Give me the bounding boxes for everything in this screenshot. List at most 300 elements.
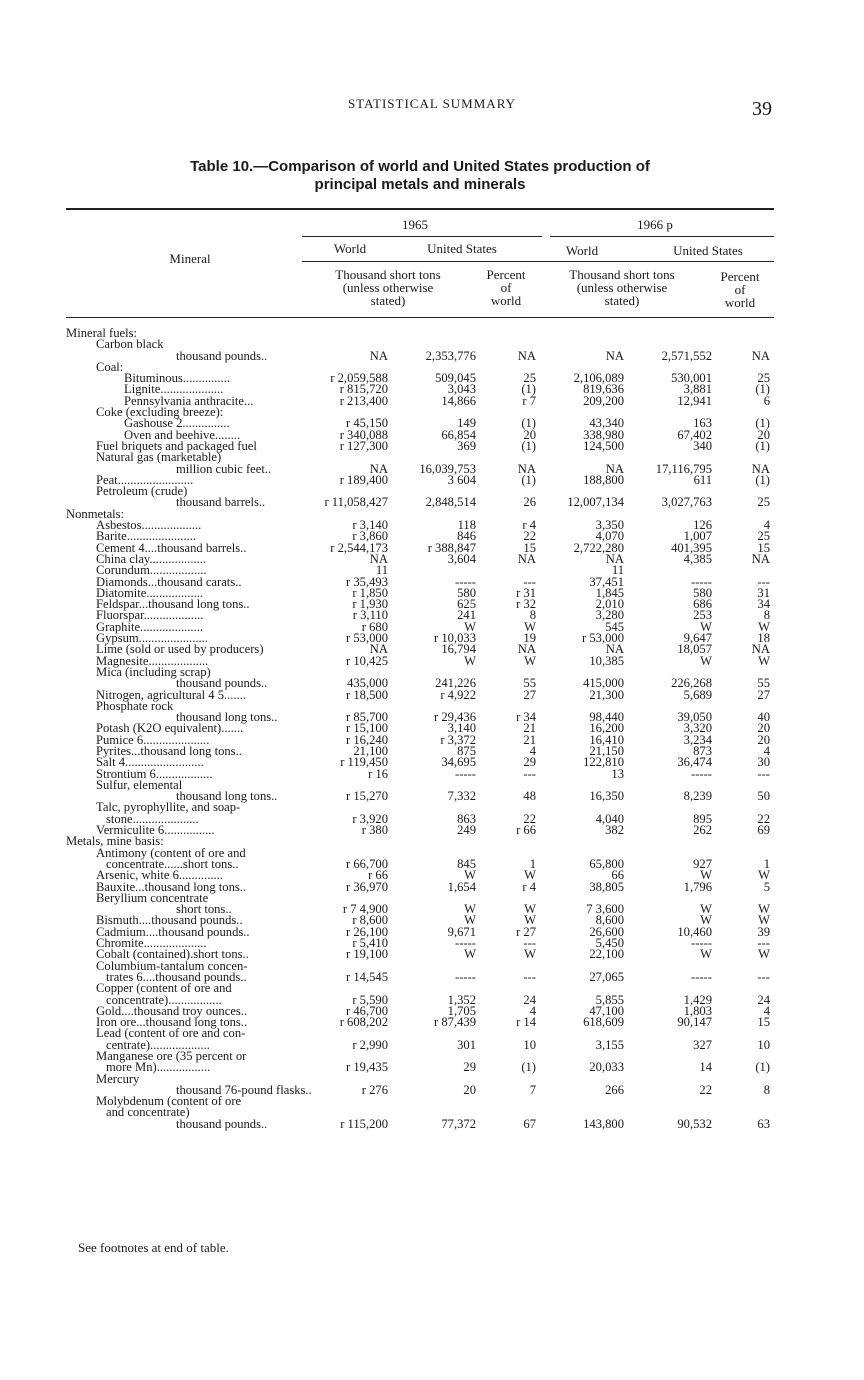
row-value: r 4 — [522, 879, 536, 894]
row-value: r 127,300 — [339, 438, 388, 453]
row-value: 20 — [463, 1082, 476, 1097]
row-value: --- — [523, 969, 536, 984]
row-value: NA — [605, 642, 624, 657]
row-value: 209,200 — [583, 393, 624, 408]
row-value: (1) — [755, 382, 770, 397]
row-value: r 5,590 — [352, 992, 388, 1007]
row-label: Cement 4....thousand barrels.. — [96, 540, 247, 555]
row-value: 401,395 — [671, 540, 712, 555]
row-label: Molybdenum (content of ore — [96, 1094, 242, 1109]
row-label: more Mn)................. — [106, 1060, 211, 1075]
row-value: 3,234 — [683, 732, 712, 747]
row-value: r 66 — [368, 868, 388, 883]
row-value: 4,040 — [595, 811, 624, 826]
row-value: 69 — [757, 823, 770, 838]
row-label: thousand barrels.. — [176, 495, 266, 510]
row-value: 25 — [757, 495, 770, 510]
row-value: --- — [757, 574, 770, 589]
table-title-line-1: Table 10.—Comparison of world and United States production of — [190, 158, 650, 175]
row-value: (1) — [755, 472, 770, 487]
row-value: 30 — [757, 755, 770, 770]
header-us-1965: United States — [427, 241, 497, 256]
row-value: W — [524, 913, 536, 928]
row-value: W — [464, 619, 476, 634]
row-value: W — [758, 913, 770, 928]
row-value: 9,671 — [447, 924, 476, 939]
row-value: 22 — [757, 811, 770, 826]
row-label: Mercury — [96, 1071, 140, 1086]
row-label: Antimony (content of ore and — [96, 845, 246, 860]
row-value: 249 — [457, 823, 476, 838]
row-value: 8,600 — [595, 913, 624, 928]
row-value: 65,800 — [589, 856, 624, 871]
row-label: Pyrites...thousand long tons.. — [96, 743, 242, 758]
row-value: 266 — [605, 1082, 624, 1097]
header-rule-sub — [302, 261, 774, 262]
row-value: 1,654 — [447, 879, 476, 894]
row-value: (1) — [521, 472, 536, 487]
row-value: NA — [517, 551, 536, 566]
row-value: 4,070 — [595, 529, 624, 544]
row-value: r 4 — [522, 518, 536, 533]
row-label: trates 6....thousand pounds.. — [106, 969, 247, 984]
row-label: Gashouse 2............... — [124, 416, 230, 431]
row-value: r 31 — [516, 585, 536, 600]
row-value: 8,239 — [683, 789, 712, 804]
row-value: W — [700, 868, 712, 883]
row-value: 1 — [763, 856, 770, 871]
row-value: 338,980 — [583, 427, 624, 442]
row-value: 3,155 — [595, 1037, 624, 1052]
row-value: W — [758, 619, 770, 634]
row-value: 3 604 — [447, 472, 476, 487]
header-percent-line-2: of — [734, 282, 746, 297]
header-units-1965 — [312, 268, 464, 307]
row-value: 1,429 — [683, 992, 712, 1007]
row-value: ----- — [691, 936, 712, 951]
row-value: r 7 — [522, 393, 536, 408]
header-year-1966: 1966 p — [637, 217, 673, 232]
table-row — [0, 348, 864, 363]
row-value: r 53,000 — [346, 631, 388, 646]
row-value: 20 — [757, 721, 770, 736]
row-label: Oven and beehive........ — [124, 427, 241, 442]
row-value: r 3,140 — [352, 518, 388, 533]
row-value: 415,000 — [583, 676, 624, 691]
row-label: Natural gas (marketable) — [96, 450, 222, 465]
row-label: Lead (content of ore and con- — [96, 1026, 246, 1041]
row-value: r 29,436 — [434, 710, 476, 725]
row-value: 845 — [457, 856, 476, 871]
row-value: 29 — [463, 1060, 476, 1075]
row-value: r 35,493 — [346, 574, 388, 589]
row-value: 67,402 — [677, 427, 712, 442]
row-label: Fuel briquets and packaged fuel — [96, 438, 257, 453]
row-value: NA — [751, 461, 770, 476]
row-value: r 14 — [516, 1015, 536, 1030]
row-label: Potash (K2O equivalent)....... — [96, 721, 244, 736]
row-value: 226,268 — [671, 676, 712, 691]
row-value: 77,372 — [441, 1116, 476, 1131]
row-value: r 34 — [516, 710, 536, 725]
row-value: W — [758, 947, 770, 962]
row-value: r 15,270 — [346, 789, 388, 804]
row-value: r 27 — [516, 924, 536, 939]
row-value: W — [464, 868, 476, 883]
row-value: 4 — [529, 743, 536, 758]
header-world-1966: World — [565, 243, 599, 258]
row-value: 545 — [605, 619, 624, 634]
row-label: Salt 4......................... — [96, 755, 204, 770]
row-value: W — [700, 653, 712, 668]
row-value: r 16,240 — [346, 732, 388, 747]
row-label: Nitrogen, agricultural 4 5....... — [96, 687, 247, 702]
header-rule-year-1966 — [550, 236, 774, 237]
table-row — [0, 1107, 864, 1118]
row-value: 25 — [757, 529, 770, 544]
row-label: Pumice 6..................... — [96, 732, 210, 747]
row-label: Feldspar...thousand long tons.. — [96, 597, 250, 612]
row-value: 16,794 — [441, 642, 476, 657]
row-value: NA — [751, 348, 770, 363]
row-value: 530,001 — [671, 371, 712, 386]
row-label: Diamonds...thousand carats.. — [96, 574, 242, 589]
row-value: 39 — [757, 924, 770, 939]
row-value: 50 — [757, 789, 770, 804]
row-value: W — [700, 619, 712, 634]
row-value: 90,532 — [677, 1116, 712, 1131]
row-value: 1,845 — [595, 585, 624, 600]
row-label: Chromite.................... — [96, 936, 207, 951]
row-value: W — [700, 947, 712, 962]
footnote-reference: See footnotes at end of table. — [78, 1240, 229, 1255]
row-value: 3,043 — [447, 382, 476, 397]
row-value: 9,647 — [683, 631, 712, 646]
row-value: 22,100 — [589, 947, 624, 962]
row-value: 241,226 — [435, 676, 476, 691]
header-percent-1966 — [708, 270, 772, 309]
row-value: W — [700, 902, 712, 917]
header-mineral: Mineral — [169, 251, 211, 266]
row-value: r 815,720 — [339, 382, 388, 397]
row-value: 262 — [693, 823, 712, 838]
row-value: 47,100 — [589, 1003, 624, 1018]
row-value: W — [524, 868, 536, 883]
row-value: 3,280 — [595, 608, 624, 623]
row-value: 1,352 — [447, 992, 476, 1007]
row-label: thousand pounds.. — [176, 348, 268, 363]
row-value: r 3,372 — [440, 732, 476, 747]
row-value: W — [464, 653, 476, 668]
row-label: centrate)................... — [106, 1037, 210, 1052]
row-value: 10 — [523, 1037, 536, 1052]
row-value: 126 — [693, 518, 712, 533]
row-value: --- — [757, 766, 770, 781]
row-value: 4 — [763, 518, 770, 533]
row-value: ----- — [455, 969, 476, 984]
row-value: r 5,410 — [352, 936, 388, 951]
row-value: 55 — [523, 676, 536, 691]
row-value: W — [758, 653, 770, 668]
row-label: concentrate......short tons.. — [106, 856, 239, 871]
row-label: thousand long tons.. — [176, 710, 278, 725]
row-value: 873 — [693, 743, 712, 758]
row-value: r 2,059,588 — [330, 371, 388, 386]
row-value: r 87,439 — [434, 1015, 476, 1030]
row-value: 4,385 — [683, 551, 712, 566]
row-value: W — [524, 619, 536, 634]
row-value: 509,045 — [435, 371, 476, 386]
row-label: million cubic feet.. — [176, 461, 272, 476]
row-value: 4 — [529, 1003, 536, 1018]
row-value: (1) — [521, 1060, 536, 1075]
header-units-line-2: (unless otherwise — [576, 280, 668, 295]
row-value: 25 — [523, 371, 536, 386]
row-label: Graphite.................... — [96, 619, 204, 634]
row-value: 2,106,089 — [573, 371, 624, 386]
table-title-line-2: principal metals and minerals — [314, 176, 526, 193]
row-value: 21,100 — [353, 743, 388, 758]
row-value: 39,050 — [677, 710, 712, 725]
row-label: Diatomite.................. — [96, 585, 204, 600]
row-value: 15 — [757, 540, 770, 555]
row-value: r 276 — [361, 1082, 388, 1097]
header-bottom-rule — [66, 317, 774, 318]
row-value: NA — [517, 642, 536, 657]
row-label: Coal: — [96, 359, 124, 374]
row-value: r 66,700 — [346, 856, 388, 871]
row-label: and concentrate) — [106, 1105, 190, 1120]
row-value: 369 — [457, 438, 476, 453]
row-label: Iron ore...thousand long tons.. — [96, 1015, 248, 1030]
row-value: W — [758, 868, 770, 883]
row-value: W — [700, 913, 712, 928]
row-value: r 2,990 — [352, 1037, 388, 1052]
row-value: r 46,700 — [346, 1003, 388, 1018]
header-units-line-2: (unless otherwise — [342, 280, 434, 295]
row-value: 863 — [457, 811, 476, 826]
row-label: Strontium 6.................. — [96, 766, 213, 781]
row-value: W — [464, 902, 476, 917]
row-value: ----- — [455, 766, 476, 781]
row-value: 67 — [523, 1116, 536, 1131]
row-value: 43,340 — [589, 416, 624, 431]
row-value: 2,010 — [595, 597, 624, 612]
row-value: 122,810 — [583, 755, 624, 770]
row-value: 24 — [757, 992, 770, 1007]
row-value: r 36,970 — [346, 879, 388, 894]
row-label: Carbon black — [96, 337, 164, 352]
row-label: Columbium-tantalum concen- — [96, 958, 248, 973]
row-value: (1) — [521, 382, 536, 397]
row-value: ----- — [455, 936, 476, 951]
row-value: 36,474 — [677, 755, 712, 770]
row-value: 19 — [523, 631, 536, 646]
table-row — [0, 1071, 864, 1086]
row-label: Mica (including scrap) — [96, 664, 211, 679]
row-value: --- — [523, 574, 536, 589]
row-value: 31 — [757, 585, 770, 600]
row-value: 382 — [605, 823, 624, 838]
row-value: 163 — [693, 416, 712, 431]
row-value: 66 — [611, 868, 624, 883]
row-value: W — [524, 947, 536, 962]
row-value: 7 — [529, 1082, 536, 1097]
row-value: 118 — [457, 518, 476, 533]
row-label: Bituminous............... — [124, 371, 231, 386]
row-value: 11 — [375, 563, 388, 578]
row-value: 13 — [611, 766, 624, 781]
row-value: 20 — [523, 427, 536, 442]
row-value: 5,450 — [595, 936, 624, 951]
row-value: ----- — [691, 766, 712, 781]
row-value: 14,866 — [441, 393, 476, 408]
row-label: Cobalt (contained).short tons.. — [96, 947, 249, 962]
row-value: 11 — [611, 563, 624, 578]
row-value: 21 — [523, 732, 536, 747]
row-value: 2,571,552 — [661, 348, 712, 363]
row-value: 29 — [523, 755, 536, 770]
row-label: Cadmium....thousand pounds.. — [96, 924, 250, 939]
table-row — [0, 698, 864, 713]
row-value: 98,440 — [589, 710, 624, 725]
row-value: 3,320 — [683, 721, 712, 736]
header-year-1965: 1965 — [402, 217, 428, 232]
row-value: r 26,100 — [346, 924, 388, 939]
row-value: 4 — [763, 1003, 770, 1018]
header-units-line-1: Thousand short tons — [335, 267, 441, 282]
row-value: NA — [369, 551, 388, 566]
row-value: 17,116,795 — [655, 461, 712, 476]
row-value: r 340,088 — [339, 427, 388, 442]
row-value: 2,848,514 — [425, 495, 476, 510]
row-value: 22 — [699, 1082, 712, 1097]
row-value: r 10,425 — [346, 653, 388, 668]
row-value: 15 — [757, 1015, 770, 1030]
table-title — [160, 158, 680, 194]
header-world-1965: World — [333, 241, 367, 256]
row-label: Metals, mine basis: — [66, 834, 164, 849]
row-value: 435,000 — [347, 676, 388, 691]
row-value: 21 — [523, 721, 536, 736]
row-value: 34,695 — [441, 755, 476, 770]
header-us-1966: United States — [673, 243, 743, 258]
row-value: 12,007,134 — [567, 495, 624, 510]
row-label: Vermiculite 6................ — [96, 823, 215, 838]
row-value: 18,057 — [677, 642, 712, 657]
table-row — [0, 1116, 864, 1131]
row-value: 149 — [457, 416, 476, 431]
row-value: r 388,847 — [427, 540, 476, 555]
header-percent-line-2: of — [500, 280, 512, 295]
header-percent-line-3: world — [724, 295, 756, 310]
row-value: 37,451 — [589, 574, 624, 589]
row-value: 4 — [763, 743, 770, 758]
row-value: r 213,400 — [339, 393, 388, 408]
row-value: 143,800 — [583, 1116, 624, 1131]
header-percent-line-3: world — [490, 293, 522, 308]
row-value: NA — [605, 551, 624, 566]
row-value: r 1,930 — [352, 597, 388, 612]
row-label: Pennsylvania anthracite... — [124, 393, 254, 408]
row-value: 327 — [693, 1037, 712, 1052]
header-units-line-1: Thousand short tons — [569, 267, 675, 282]
row-value: 124,500 — [583, 438, 624, 453]
row-value: NA — [517, 461, 536, 476]
row-value: 22 — [523, 529, 536, 544]
row-value: 7,332 — [447, 789, 476, 804]
row-value: 8 — [763, 608, 770, 623]
row-label: Fluorspar................... — [96, 608, 204, 623]
row-value: 55 — [757, 676, 770, 691]
row-label: thousand 76-pound flasks.. — [176, 1082, 312, 1097]
row-value: r 3,860 — [352, 529, 388, 544]
row-value: 38,805 — [589, 879, 624, 894]
row-label: Bismuth....thousand pounds.. — [96, 913, 243, 928]
row-value: r 16 — [368, 766, 388, 781]
header-percent-line-1: Percent — [486, 267, 526, 282]
row-label: Nonmetals: — [66, 506, 125, 521]
row-label: Gold....thousand troy ounces.. — [96, 1003, 248, 1018]
row-label: Asbestos................... — [96, 518, 202, 533]
row-value: 26,600 — [589, 924, 624, 939]
row-value: 1,007 — [683, 529, 712, 544]
row-value: NA — [751, 642, 770, 657]
row-value: 20 — [757, 427, 770, 442]
row-value: r 66 — [516, 823, 536, 838]
row-value: 16,350 — [589, 789, 624, 804]
row-value: 580 — [457, 585, 476, 600]
row-value: 27 — [757, 687, 770, 702]
row-value: 625 — [457, 597, 476, 612]
row-value: NA — [751, 551, 770, 566]
row-value: 21,300 — [589, 687, 624, 702]
row-value: r 7 4,900 — [342, 902, 388, 917]
row-value: 3,881 — [683, 382, 712, 397]
row-value: (1) — [755, 1060, 770, 1075]
row-value: 1,796 — [683, 879, 712, 894]
row-value: 26 — [523, 495, 536, 510]
row-value: 18 — [757, 631, 770, 646]
header-units-line-3: stated) — [604, 293, 640, 308]
row-value: r 1,850 — [352, 585, 388, 600]
row-value: (1) — [755, 438, 770, 453]
row-value: 5 — [763, 879, 770, 894]
row-label: Lime (sold or used by producers) — [96, 642, 264, 657]
row-value: 12,941 — [677, 393, 712, 408]
row-value: 66,854 — [441, 427, 476, 442]
row-value: 3,350 — [595, 518, 624, 533]
row-value: 5,855 — [595, 992, 624, 1007]
row-value: 1 — [529, 856, 536, 871]
row-value: r 3,110 — [352, 608, 388, 623]
row-value: 301 — [457, 1037, 476, 1052]
row-value: ----- — [691, 574, 712, 589]
row-value: --- — [757, 969, 770, 984]
table-row — [0, 497, 864, 508]
row-value: 2,353,776 — [425, 348, 476, 363]
row-value: NA — [605, 348, 624, 363]
running-head: STATISTICAL SUMMARY — [347, 96, 517, 111]
row-label: stone..................... — [106, 811, 199, 826]
row-value: 20,033 — [589, 1060, 624, 1075]
row-value: r 8,600 — [352, 913, 388, 928]
row-value: 16,200 — [589, 721, 624, 736]
row-value: 10 — [757, 1037, 770, 1052]
row-value: 1,705 — [447, 1003, 476, 1018]
row-label: Copper (content of ore and — [96, 981, 232, 996]
row-label: thousand pounds.. — [176, 676, 268, 691]
